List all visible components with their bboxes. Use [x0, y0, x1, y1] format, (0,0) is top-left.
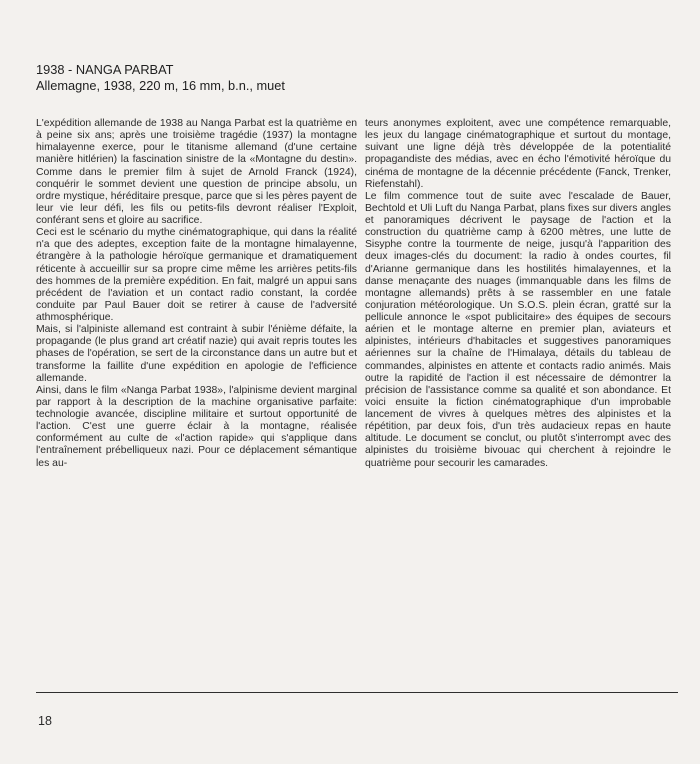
body-paragraph: Ceci est le scénario du mythe cinématographique, qui dans la réalité n'a que des adeptes, exception faite de la montagne himalayenne, étrangère à la pathologie héroïque germanique et dramatiquement réticente à accueillir sur sa propre cime même les arrières petits-fils des hommes de la première expédition. En fait, malgré un appui sans précédent de l'aviation et un contact radio constant, la cordée conduite par Paul Bauer doit se retirer à cause de l'adversité athmosphérique.	[36, 227, 357, 323]
body-paragraph: Mais, si l'alpiniste allemand est contraint à subir l'énième défaite, la propagande (le plus grand art créatif nazie) qui avait repris toutes les phases de l'opération, se sert de la circonstance dans un autre but et transforme la faillite d'une expédition en apologie de l'efficience allemande.	[36, 324, 357, 384]
body-paragraph: Ainsi, dans le film «Nanga Parbat 1938», l'alpinisme devient marginal par rapport à la description de la machine organisative parfaite: technologie avancée, discipline militaire et surtout opportunité de l'action. C'est une guerre éclair à la montagne, réalisée conformément au culte de «l'action rapide» qui s'applique dans l'entraînement prébelliqueux nazi. Pour ce déplacement sémantique les au-	[36, 384, 357, 469]
film-entry-heading	[36, 62, 656, 93]
left-text-column	[36, 118, 357, 470]
body-paragraph: teurs anonymes exploitent, avec une compétence remarquable, les jeux du langage cinématographique et surtout du montage, suivant une ligne déjà très développée de la potentialité propagandiste des médias, avec en écho l'émotivité héroïque du cinéma de montagne de la décennie précédente (Fanck, Trenker, Riefenstahl).	[365, 118, 671, 190]
page-number: 18	[38, 714, 52, 728]
footer-divider	[36, 692, 678, 693]
body-paragraph: L'expédition allemande de 1938 au Nanga Parbat est la quatrième en à peine six ans; après une troisième tragédie (1937) la montagne himalayenne exerce, pour le titanisme allemand (d'une certaine manière hitlérien) la fascination sinistre de la «Montagne du destin». Comme dans le premier film à sujet de Arnold Franck (1924), conquérir le sommet devient une question de principe absolu, un ordre mystique, héréditaire presque, parce que si les pères payent de leur vie leur défi, les fils ou petits-fils devront réaliser l'Exploit, conférant sens et gloire au sacrifice.	[36, 118, 357, 226]
film-title: 1938 - NANGA PARBAT	[36, 62, 174, 77]
body-paragraph: Le film commence tout de suite avec l'escalade de Bauer, Bechtold et Uli Luft du Nanga Parbat, plans fixes sur divers angles et panoramiques décrivent le paysage de l'action et la construction du quatrième camp à 6200 mètres, une lutte de Sisyphe contre la tourmente de neige, jusqu'à l'apparition des deux images-clés du document: la radio à ondes courtes, fil d'Arianne germanique dans les hostilités himalayennes, et la danse menaçante des nuages (immanquable dans les films de montagne allemands) prêts à se rassembler en une fatale conjuration météorologique. Un S.O.S. plein écran, gratté sur la pellicule annonce le «spot publicitaire» des équipes de secours aérien et le montage alterne en premier plan, aviateurs et alpinistes, intérieurs d'habitacles et suggestives panoramiques aériennes sur la chaîne de l'Himalaya, détails du tableau de commandes, alpinistes en attente et contacts radio animés. Mais outre la rapidité de l'action il est nécessaire de démontrer la précision de l'assistance comme sa qualité et son abondance. Et voici ensuite la fiction cinématographique d'un improbable lancement de vivres à quelques mètres des alpinistes et la répétition, par deux fois, d'un très audacieux repas en haute altitude. Le document se conclut, ou plutôt s'interrompt avec des alpinistes du troisième bivouac qui cherchent à rejoindre le quatrième pour secourir les camarades.	[365, 190, 671, 469]
film-details: Allemagne, 1938, 220 m, 16 mm, b.n., muet	[36, 77, 285, 93]
right-text-column	[365, 118, 671, 470]
